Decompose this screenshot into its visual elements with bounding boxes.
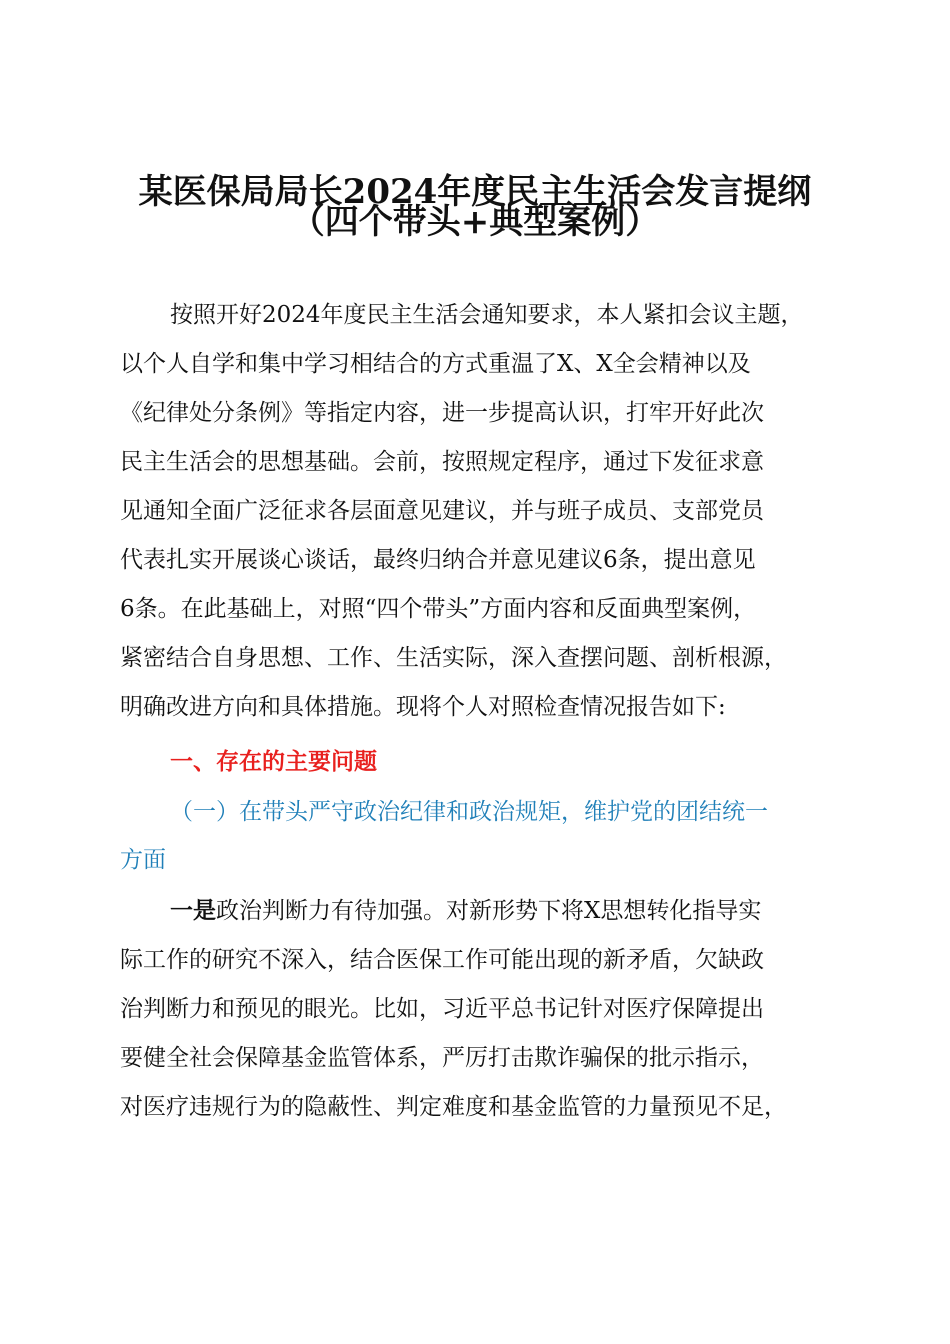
document-title-line2: （四个带头+典型案例） [290, 202, 660, 242]
intro-line: 以个人自学和集中学习相结合的方式重温了X、X全会精神以及 [120, 351, 751, 377]
subsection-heading-line2: 方面 [120, 847, 166, 873]
intro-line: 见通知全面广泛征求各层面意见建议，并与班子成员、支部党员 [120, 498, 764, 524]
point-one-first-text: 政治判断力有待加强。对新形势下将X思想转化指导实 [216, 898, 762, 924]
intro-line: 6条。在此基础上，对照“四个带头”方面内容和反面典型案例， [120, 596, 757, 622]
intro-line: 紧密结合自身思想、工作、生活实际，深入查摆问题、剖析根源， [120, 645, 787, 671]
document-title-line1: 某医保局局长2024年度民主生活会发言提纲 [138, 172, 812, 212]
intro-line: 按照开好2024年度民主生活会通知要求，本人紧扣会议主题， [170, 302, 804, 328]
intro-line: 明确改进方向和具体措施。现将个人对照检查情况报告如下: [120, 694, 726, 720]
subsection-heading-line1: （一）在带头严守政治纪律和政治规矩，维护党的团结统一 [170, 799, 768, 825]
point-one-line: 要健全社会保障基金监管体系，严厉打击欺诈骗保的批示指示， [120, 1045, 764, 1071]
point-one-line: 际工作的研究不深入，结合医保工作可能出现的新矛盾，欠缺政 [120, 947, 764, 973]
intro-line: 《纪律处分条例》等指定内容，进一步提高认识，打牢开好此次 [120, 400, 764, 426]
intro-line: 代表扎实开展谈心谈话，最终归纳合并意见建议6条，提出意见 [120, 547, 756, 573]
point-one-first-line [170, 887, 761, 936]
intro-line: 民主生活会的思想基础。会前，按照规定程序，通过下发征求意 [120, 449, 764, 475]
point-one-lead: 一是 [170, 898, 216, 924]
point-one-line: 治判断力和预见的眼光。比如，习近平总书记针对医疗保障提出 [120, 996, 764, 1022]
point-one-line: 对医疗违规行为的隐蔽性、判定难度和基金监管的力量预见不足， [120, 1094, 787, 1120]
section-heading-problems: 一、存在的主要问题 [170, 749, 377, 775]
